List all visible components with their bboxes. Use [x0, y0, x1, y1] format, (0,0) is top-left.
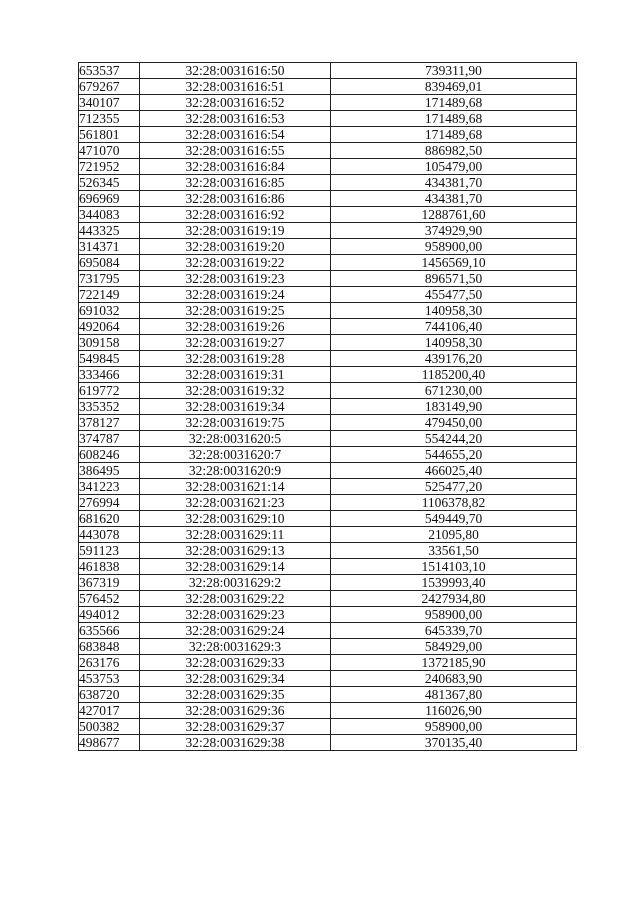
- cadastral-number-cell: 32:28:0031629:2: [140, 575, 331, 591]
- row-id-cell: 276994: [79, 495, 140, 511]
- row-id-cell: 721952: [79, 159, 140, 175]
- cadastral-value-cell: 105479,00: [331, 159, 577, 175]
- row-id-cell: 619772: [79, 383, 140, 399]
- table-row: [79, 335, 577, 351]
- row-id-cell: 561801: [79, 127, 140, 143]
- row-id-cell: 679267: [79, 79, 140, 95]
- table-row: [79, 655, 577, 671]
- cadastral-value-cell: 1539993,40: [331, 575, 577, 591]
- table-row: [79, 415, 577, 431]
- row-id-cell: 314371: [79, 239, 140, 255]
- cadastral-value-cell: 671230,00: [331, 383, 577, 399]
- table-row: [79, 175, 577, 191]
- cadastral-value-cell: 584929,00: [331, 639, 577, 655]
- cadastral-value-cell: 549449,70: [331, 511, 577, 527]
- cadastral-value-cell: 370135,40: [331, 735, 577, 751]
- table-row: [79, 463, 577, 479]
- cadastral-value-cell: 544655,20: [331, 447, 577, 463]
- row-id-cell: 638720: [79, 687, 140, 703]
- table-row: [79, 719, 577, 735]
- cadastral-number-cell: 32:28:0031616:55: [140, 143, 331, 159]
- table-row: [79, 159, 577, 175]
- row-id-cell: 696969: [79, 191, 140, 207]
- cadastral-number-cell: 32:28:0031629:36: [140, 703, 331, 719]
- cadastral-value-cell: 839469,01: [331, 79, 577, 95]
- row-id-cell: 367319: [79, 575, 140, 591]
- table-row: [79, 559, 577, 575]
- table-row: [79, 607, 577, 623]
- table-row: [79, 351, 577, 367]
- cadastral-number-cell: 32:28:0031616:84: [140, 159, 331, 175]
- table-row: [79, 223, 577, 239]
- cadastral-value-cell: 183149,90: [331, 399, 577, 415]
- cadastral-value-cell: 116026,90: [331, 703, 577, 719]
- row-id-cell: 494012: [79, 607, 140, 623]
- table-row: [79, 191, 577, 207]
- table-row: [79, 687, 577, 703]
- table-row: [79, 591, 577, 607]
- table-row: [79, 543, 577, 559]
- cadastral-value-cell: 645339,70: [331, 623, 577, 639]
- table-row: [79, 399, 577, 415]
- table-row: [79, 575, 577, 591]
- cadastral-value-cell: 2427934,80: [331, 591, 577, 607]
- cadastral-number-cell: 32:28:0031629:38: [140, 735, 331, 751]
- row-id-cell: 722149: [79, 287, 140, 303]
- cadastral-number-cell: 32:28:0031621:14: [140, 479, 331, 495]
- table-row: [79, 735, 577, 751]
- cadastral-number-cell: 32:28:0031629:22: [140, 591, 331, 607]
- cadastral-value-cell: 1514103,10: [331, 559, 577, 575]
- cadastral-value-cell: 739311,90: [331, 63, 577, 79]
- cadastral-value-cell: 21095,80: [331, 527, 577, 543]
- cadastral-number-cell: 32:28:0031616:50: [140, 63, 331, 79]
- cadastral-value-cell: 434381,70: [331, 191, 577, 207]
- table-row: [79, 527, 577, 543]
- table-row: [79, 447, 577, 463]
- table-row: [79, 703, 577, 719]
- row-id-cell: 340107: [79, 95, 140, 111]
- row-id-cell: 500382: [79, 719, 140, 735]
- cadastral-number-cell: 32:28:0031619:27: [140, 335, 331, 351]
- cadastral-value-cell: 479450,00: [331, 415, 577, 431]
- cadastral-number-cell: 32:28:0031616:52: [140, 95, 331, 111]
- table-row: [79, 671, 577, 687]
- table-row: [79, 623, 577, 639]
- cadastral-number-cell: 32:28:0031629:24: [140, 623, 331, 639]
- cadastral-number-cell: 32:28:0031619:19: [140, 223, 331, 239]
- cadastral-number-cell: 32:28:0031629:11: [140, 527, 331, 543]
- row-id-cell: 576452: [79, 591, 140, 607]
- cadastral-number-cell: 32:28:0031619:23: [140, 271, 331, 287]
- table-row: [79, 111, 577, 127]
- row-id-cell: 443078: [79, 527, 140, 543]
- cadastral-value-cell: 744106,40: [331, 319, 577, 335]
- row-id-cell: 526345: [79, 175, 140, 191]
- cadastral-number-cell: 32:28:0031619:75: [140, 415, 331, 431]
- cadastral-number-cell: 32:28:0031619:34: [140, 399, 331, 415]
- table-row: [79, 511, 577, 527]
- table-row: [79, 143, 577, 159]
- row-id-cell: 653537: [79, 63, 140, 79]
- table-row: [79, 79, 577, 95]
- cadastral-value-cell: 455477,50: [331, 287, 577, 303]
- row-id-cell: 427017: [79, 703, 140, 719]
- cadastral-number-cell: 32:28:0031629:14: [140, 559, 331, 575]
- cadastral-value-cell: 171489,68: [331, 111, 577, 127]
- row-id-cell: 461838: [79, 559, 140, 575]
- cadastral-value-cell: 240683,90: [331, 671, 577, 687]
- cadastral-number-cell: 32:28:0031619:22: [140, 255, 331, 271]
- row-id-cell: 344083: [79, 207, 140, 223]
- table-row: [79, 303, 577, 319]
- row-id-cell: 731795: [79, 271, 140, 287]
- cadastral-value-cell: 896571,50: [331, 271, 577, 287]
- row-id-cell: 691032: [79, 303, 140, 319]
- cadastral-value-cell: 1456569,10: [331, 255, 577, 271]
- table-row: [79, 431, 577, 447]
- row-id-cell: 695084: [79, 255, 140, 271]
- cadastral-value-cell: 434381,70: [331, 175, 577, 191]
- cadastral-number-cell: 32:28:0031629:10: [140, 511, 331, 527]
- cadastral-number-cell: 32:28:0031629:34: [140, 671, 331, 687]
- cadastral-number-cell: 32:28:0031616:51: [140, 79, 331, 95]
- cadastral-number-cell: 32:28:0031619:28: [140, 351, 331, 367]
- row-id-cell: 443325: [79, 223, 140, 239]
- cadastral-number-cell: 32:28:0031629:33: [140, 655, 331, 671]
- cadastral-number-cell: 32:28:0031629:13: [140, 543, 331, 559]
- cadastral-number-cell: 32:28:0031619:25: [140, 303, 331, 319]
- cadastral-value-cell: 958900,00: [331, 719, 577, 735]
- row-id-cell: 453753: [79, 671, 140, 687]
- cadastral-value-cell: 171489,68: [331, 95, 577, 111]
- table-row: [79, 95, 577, 111]
- cadastral-value-cell: 958900,00: [331, 607, 577, 623]
- table-row: [79, 127, 577, 143]
- row-id-cell: 498677: [79, 735, 140, 751]
- cadastral-value-cell: 1185200,40: [331, 367, 577, 383]
- row-id-cell: 471070: [79, 143, 140, 159]
- row-id-cell: 263176: [79, 655, 140, 671]
- cadastral-number-cell: 32:28:0031619:32: [140, 383, 331, 399]
- cadastral-number-cell: 32:28:0031629:3: [140, 639, 331, 655]
- row-id-cell: 608246: [79, 447, 140, 463]
- cadastral-number-cell: 32:28:0031629:23: [140, 607, 331, 623]
- table-row: [79, 207, 577, 223]
- table-row: [79, 287, 577, 303]
- cadastral-value-cell: 374929,90: [331, 223, 577, 239]
- table-row: [79, 239, 577, 255]
- cadastral-value-table: [78, 62, 577, 751]
- table-row: [79, 495, 577, 511]
- cadastral-value-cell: 439176,20: [331, 351, 577, 367]
- cadastral-value-cell: 1106378,82: [331, 495, 577, 511]
- table-row: [79, 383, 577, 399]
- cadastral-number-cell: 32:28:0031619:31: [140, 367, 331, 383]
- table-body: [79, 63, 577, 751]
- table-row: [79, 367, 577, 383]
- row-id-cell: 549845: [79, 351, 140, 367]
- cadastral-number-cell: 32:28:0031616:85: [140, 175, 331, 191]
- cadastral-number-cell: 32:28:0031619:20: [140, 239, 331, 255]
- row-id-cell: 712355: [79, 111, 140, 127]
- cadastral-value-cell: 140958,30: [331, 335, 577, 351]
- cadastral-number-cell: 32:28:0031620:5: [140, 431, 331, 447]
- row-id-cell: 378127: [79, 415, 140, 431]
- row-id-cell: 333466: [79, 367, 140, 383]
- cadastral-value-cell: 171489,68: [331, 127, 577, 143]
- row-id-cell: 635566: [79, 623, 140, 639]
- cadastral-number-cell: 32:28:0031629:35: [140, 687, 331, 703]
- row-id-cell: 309158: [79, 335, 140, 351]
- row-id-cell: 341223: [79, 479, 140, 495]
- cadastral-number-cell: 32:28:0031619:24: [140, 287, 331, 303]
- cadastral-value-cell: 1372185,90: [331, 655, 577, 671]
- cadastral-value-cell: 886982,50: [331, 143, 577, 159]
- cadastral-value-cell: 554244,20: [331, 431, 577, 447]
- table-row: [79, 63, 577, 79]
- cadastral-number-cell: 32:28:0031616:54: [140, 127, 331, 143]
- table-row: [79, 255, 577, 271]
- table-row: [79, 479, 577, 495]
- cadastral-value-cell: 481367,80: [331, 687, 577, 703]
- cadastral-value-cell: 525477,20: [331, 479, 577, 495]
- cadastral-number-cell: 32:28:0031616:92: [140, 207, 331, 223]
- row-id-cell: 683848: [79, 639, 140, 655]
- row-id-cell: 591123: [79, 543, 140, 559]
- cadastral-number-cell: 32:28:0031621:23: [140, 495, 331, 511]
- cadastral-value-cell: 1288761,60: [331, 207, 577, 223]
- row-id-cell: 386495: [79, 463, 140, 479]
- cadastral-value-cell: 140958,30: [331, 303, 577, 319]
- cadastral-number-cell: 32:28:0031616:53: [140, 111, 331, 127]
- table-row: [79, 271, 577, 287]
- row-id-cell: 492064: [79, 319, 140, 335]
- cadastral-value-cell: 958900,00: [331, 239, 577, 255]
- table-row: [79, 639, 577, 655]
- table-row: [79, 319, 577, 335]
- cadastral-number-cell: 32:28:0031620:9: [140, 463, 331, 479]
- cadastral-number-cell: 32:28:0031620:7: [140, 447, 331, 463]
- cadastral-value-cell: 466025,40: [331, 463, 577, 479]
- cadastral-number-cell: 32:28:0031629:37: [140, 719, 331, 735]
- row-id-cell: 374787: [79, 431, 140, 447]
- cadastral-value-cell: 33561,50: [331, 543, 577, 559]
- row-id-cell: 335352: [79, 399, 140, 415]
- row-id-cell: 681620: [79, 511, 140, 527]
- cadastral-number-cell: 32:28:0031619:26: [140, 319, 331, 335]
- cadastral-number-cell: 32:28:0031616:86: [140, 191, 331, 207]
